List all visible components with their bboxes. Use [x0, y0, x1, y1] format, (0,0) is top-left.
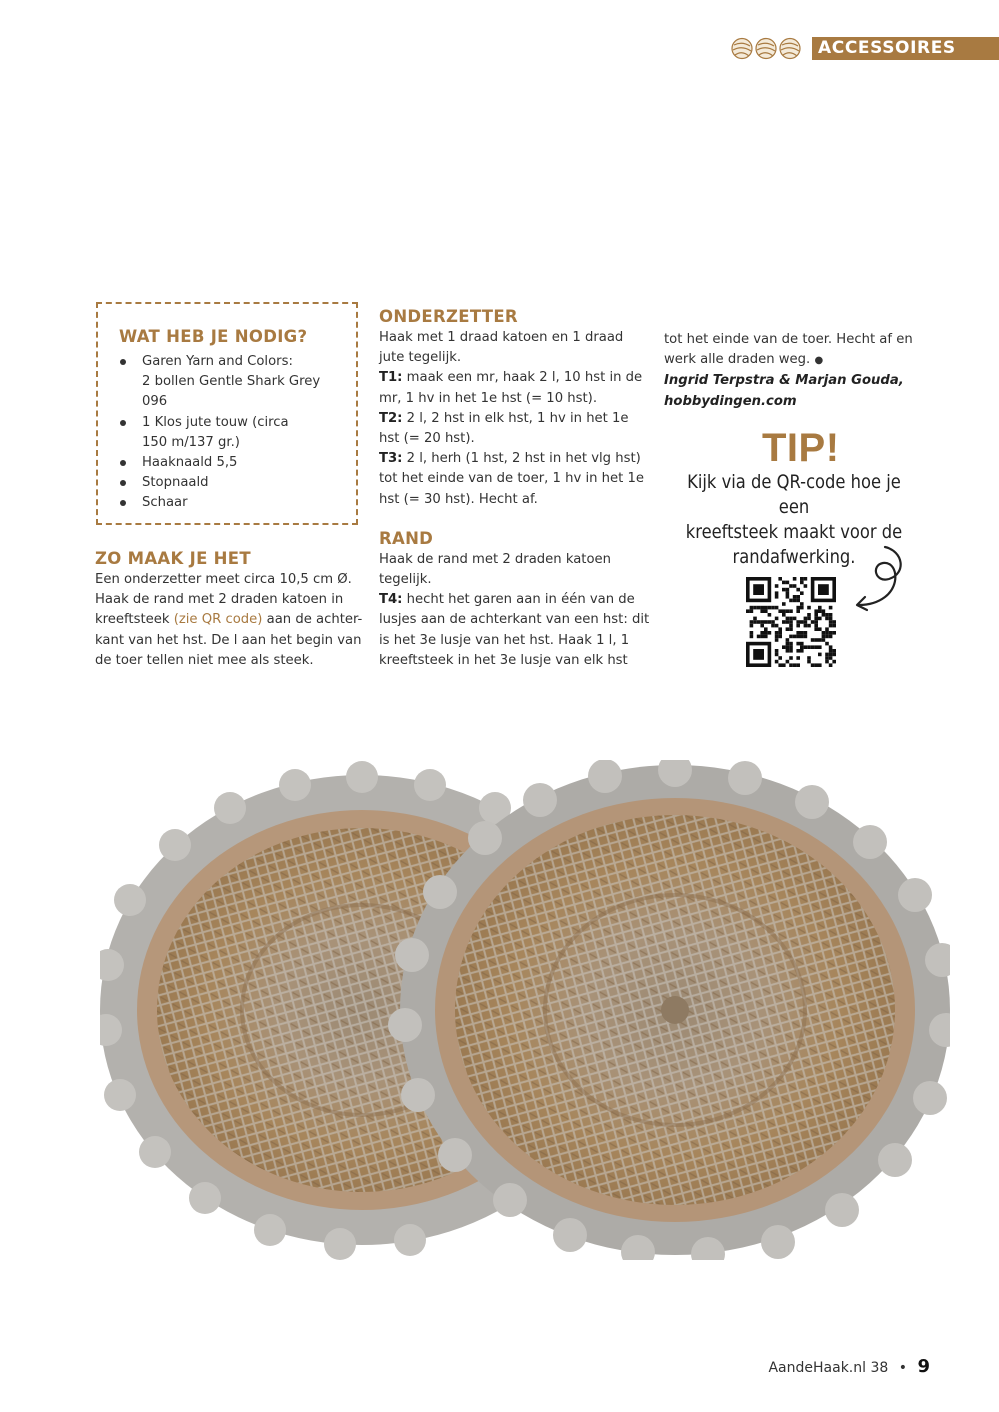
list-item: 1 Klos jute touw (circa 150 m/137 gr.): [120, 413, 320, 453]
curly-arrow-icon: [845, 543, 907, 613]
list-item: Schaar: [120, 493, 320, 513]
credit-author: Ingrid Terpstra & Marjan Gouda,: [664, 373, 904, 389]
round-2: T2: 2 l, 2 hst in elk hst, 1 hv in het 1e hst (= 20 hst).: [379, 410, 629, 447]
pattern-end-text: tot het einde van de toer. Hecht af en werk alle draden weg. ●: [664, 332, 913, 368]
tip-title: TIP!: [762, 426, 840, 470]
qr-code[interactable]: [746, 577, 836, 667]
yarn-ball-icons: [730, 37, 802, 60]
round-3: T3: 2 l, herh (1 hst, 2 hst in het vlg hst) tot het einde van de toer, 1 hv in het 1e hst (= 30 hst). Hecht af.: [379, 451, 645, 507]
materials-heading: WAT HEB JE NODIG?: [119, 327, 308, 346]
materials-list: [120, 352, 320, 514]
page-number: 9: [917, 1356, 930, 1377]
onderzetter-intro: Haak met 1 draad katoen en 1 draad jute tegelijk.: [379, 330, 624, 366]
tip-text: Kijk via de QR-code hoe je een kreeftsteek maakt voor de randafwerking.: [685, 471, 903, 568]
howto-heading: ZO MAAK JE HET: [95, 549, 251, 568]
rand-intro: Haak de rand met 2 draden katoen tegelijk.: [379, 551, 612, 588]
end-mark: ●: [814, 355, 824, 367]
footer-site: AandeHaak.nl 38: [768, 1360, 889, 1376]
pattern-column: [379, 306, 651, 671]
howto-section: [95, 548, 365, 671]
materials-box: [96, 302, 358, 525]
coasters-photo: [100, 760, 950, 1260]
onderzetter-heading: ONDERZETTER: [379, 307, 518, 326]
list-item: Garen Yarn and Colors: 2 bollen Gentle Shark Grey 096: [120, 352, 320, 413]
round-4: T4: hecht het garen aan in één van de lusjes aan de achterkant van een hst: dit is het 3e lusje van het hst. Haak 1 l, 1 kreeftsteek in het 3e lusje van elk hst: [379, 592, 650, 668]
list-item: Stopnaald: [120, 473, 320, 493]
pattern-column-end: [664, 330, 944, 412]
rand-heading: RAND: [379, 528, 434, 548]
section-badge: ACCESSOIRES: [812, 37, 999, 60]
footer-bullet: •: [898, 1360, 908, 1376]
howto-text: Een onderzetter meet circa 10,5 cm Ø. Haak de rand met 2 draden katoen in kreeftsteek (zie QR code) aan de achter- kant van het hst. De l aan het begin van de toer tellen niet mee als steek.: [95, 572, 363, 668]
credit-website: hobbydingen.com: [664, 393, 797, 409]
round-1: T1: maak een mr, haak 2 l, 10 hst in de mr, 1 hv in het 1e hst (= 10 hst).: [379, 370, 643, 406]
list-item: Haaknaald 5,5: [120, 453, 320, 473]
page-footer: [700, 1356, 930, 1379]
qr-code-link[interactable]: (zie QR code): [173, 612, 263, 628]
